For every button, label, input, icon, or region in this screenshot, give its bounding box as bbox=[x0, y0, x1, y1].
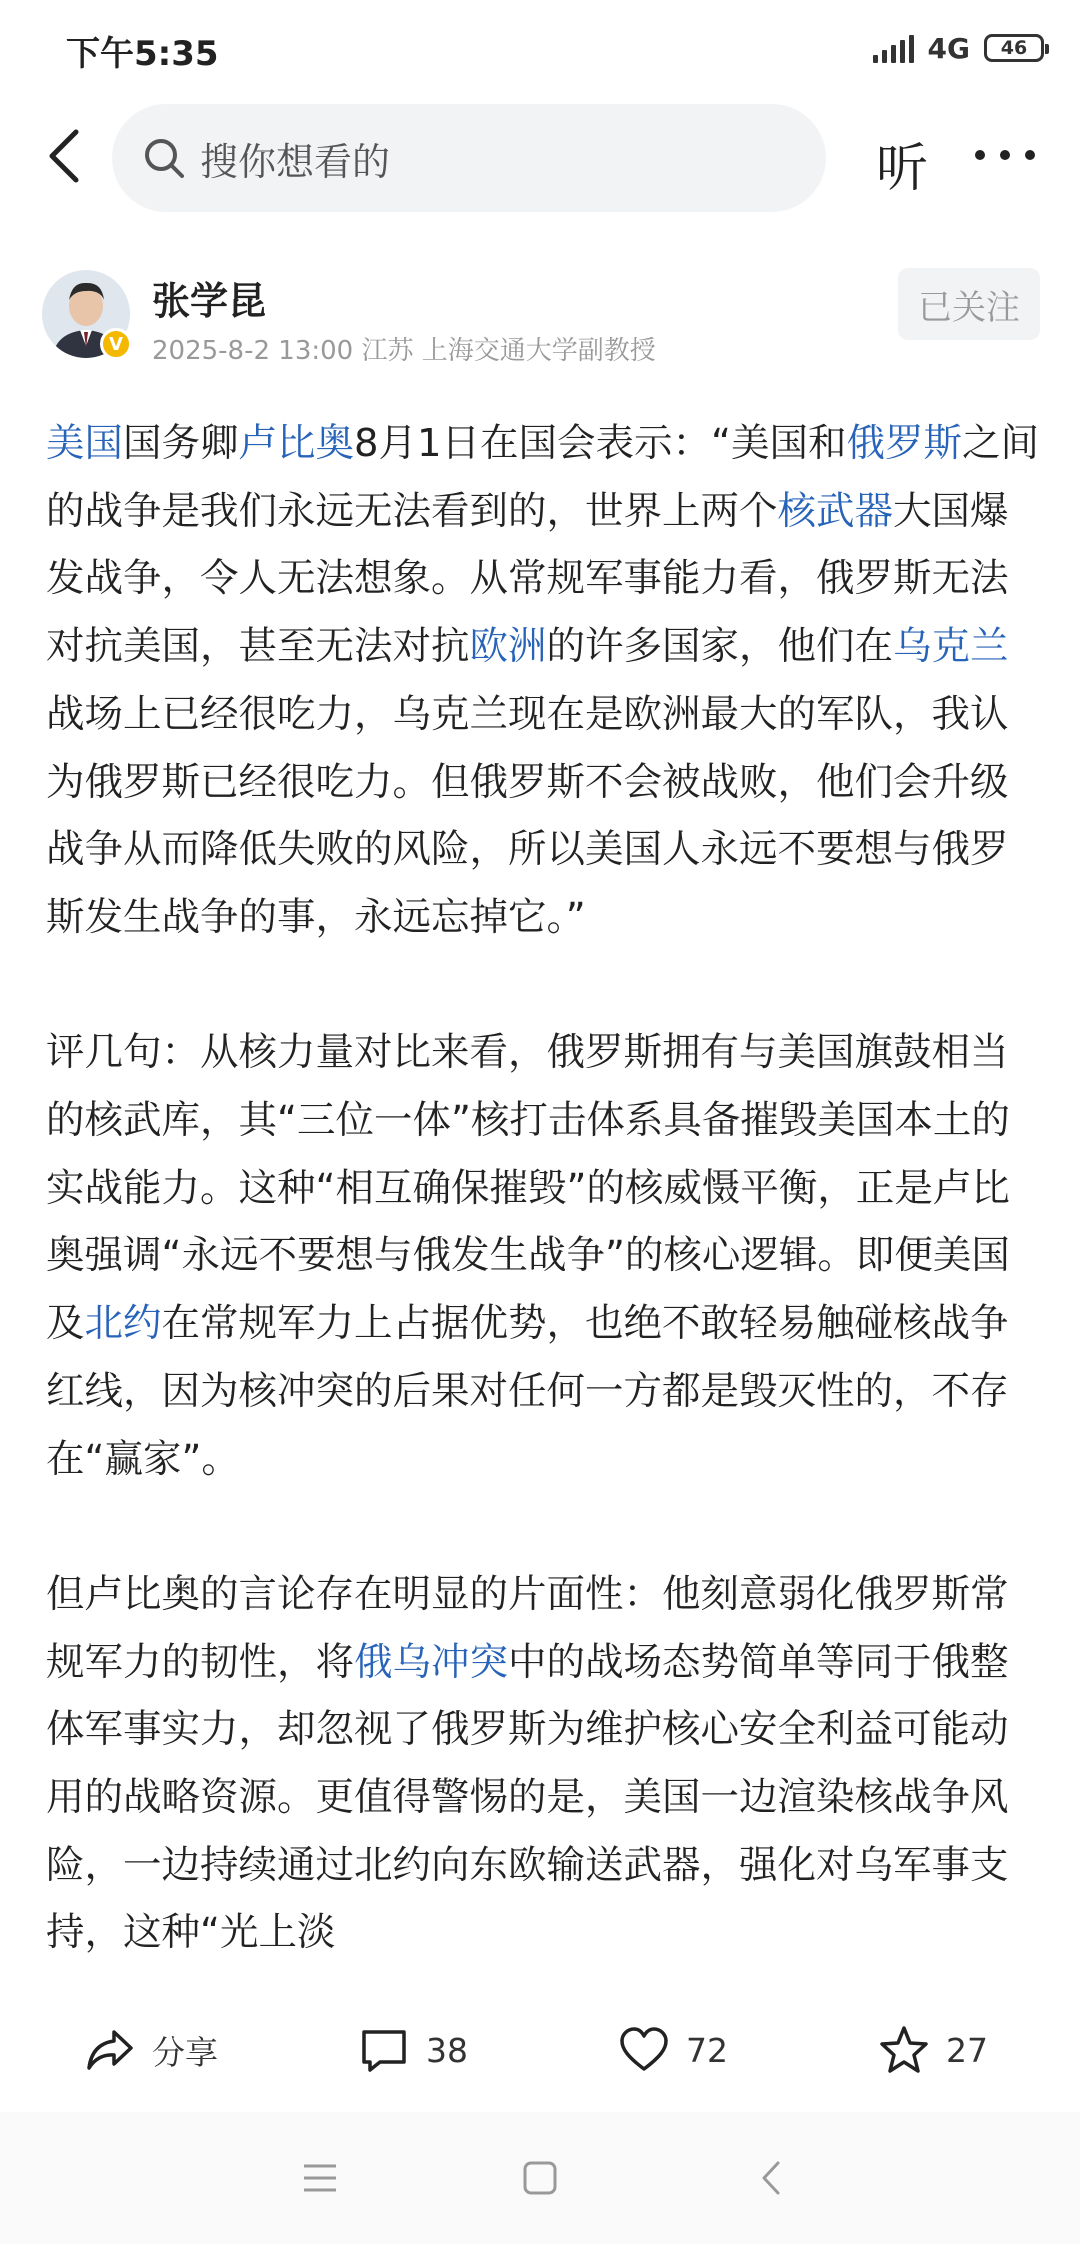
status-time: 下午5:35 bbox=[66, 34, 219, 74]
author-row bbox=[0, 262, 1080, 372]
article-text: 在常规军力上占据优势，也绝不敢轻易触碰核战争红线，因为核冲突的后果对任何一方都是毁灭性的，不存在“赢家”。 bbox=[46, 1301, 1009, 1482]
search-icon bbox=[142, 136, 186, 180]
status-bar bbox=[0, 0, 1080, 96]
article-body bbox=[46, 410, 1040, 1980]
comment-button[interactable] bbox=[358, 2024, 468, 2076]
article-paragraph bbox=[46, 410, 1040, 952]
keyword-link[interactable]: 乌克兰 bbox=[893, 624, 1009, 670]
comment-count: 38 bbox=[426, 2030, 468, 2070]
top-bar bbox=[0, 96, 1080, 216]
keyword-link[interactable]: 俄乌冲突 bbox=[354, 1639, 509, 1685]
keyword-link[interactable]: 卢比奥 bbox=[238, 421, 355, 466]
system-nav-bar bbox=[0, 2112, 1080, 2244]
battery-icon: 46 bbox=[984, 34, 1044, 62]
author-meta: 2025-8-2 13:00 江苏 上海交通大学副教授 bbox=[152, 336, 656, 366]
share-button[interactable] bbox=[84, 2024, 218, 2076]
search-input[interactable] bbox=[112, 104, 826, 212]
article-text: 8月1日在国会表示：“美国和 bbox=[354, 421, 847, 466]
heart-icon bbox=[618, 2024, 670, 2076]
back-icon[interactable] bbox=[38, 126, 98, 186]
network-label: 4G bbox=[927, 31, 970, 65]
action-bar bbox=[0, 1996, 1080, 2106]
favorite-button[interactable] bbox=[878, 2024, 988, 2076]
keyword-link[interactable]: 俄罗斯 bbox=[846, 421, 962, 466]
share-label: 分享 bbox=[152, 2032, 218, 2072]
article-text: 中的战场态势简单等同于俄整体军事实力，却忽视了俄罗斯为维护核心安全利益可能动用的战略资源。更值得警惕的是，美国一边渲染核战争风险，一边持续通过北约向东欧输送武器，强化对乌军事支持，这种“光上淡 bbox=[46, 1639, 1009, 1956]
like-button[interactable] bbox=[618, 2024, 728, 2076]
keyword-link[interactable]: 欧洲 bbox=[469, 624, 547, 670]
article-paragraph bbox=[46, 1019, 1040, 1493]
share-icon bbox=[84, 2024, 136, 2076]
like-count: 72 bbox=[686, 2030, 728, 2070]
keyword-link[interactable]: 核武器 bbox=[777, 488, 894, 534]
comment-icon bbox=[358, 2024, 410, 2076]
status-indicators bbox=[873, 28, 1044, 68]
search-placeholder: 搜你想看的 bbox=[200, 139, 391, 184]
keyword-link[interactable]: 美国 bbox=[46, 421, 124, 466]
verified-badge-icon: V bbox=[100, 328, 132, 360]
signal-icon bbox=[873, 33, 914, 63]
article-text: 的许多国家，他们在 bbox=[546, 624, 894, 670]
article-text: 大国爆发战争，令人无法想象。从常规军事能力看，俄罗斯无法对抗美国，甚至无法对抗 bbox=[46, 488, 1009, 670]
menu-icon[interactable] bbox=[300, 2160, 340, 2196]
more-options-icon[interactable] bbox=[975, 148, 1035, 162]
star-icon bbox=[878, 2024, 930, 2076]
article-text: 但卢比奥的言论存在明显的片面性：他刻意弱化俄罗斯常规军力的韧性，将 bbox=[46, 1571, 1009, 1685]
article-paragraph bbox=[46, 1561, 1040, 1967]
author-name[interactable]: 张学昆 bbox=[152, 279, 267, 323]
follow-button[interactable]: 已关注 bbox=[898, 268, 1040, 340]
keyword-link[interactable]: 北约 bbox=[84, 1301, 162, 1347]
article-text: 评几句：从核力量对比来看，俄罗斯拥有与美国旗鼓相当的核武库，其“三位一体”核打击体系具备摧毁美国本土的实战能力。这种“相互确保摧毁”的核威慑平衡，正是卢比奥强调“永远不要想与俄发生战争”的核心逻辑。即便美国及 bbox=[46, 1030, 1010, 1347]
nav-back-icon[interactable] bbox=[756, 2160, 786, 2196]
home-icon[interactable] bbox=[522, 2160, 558, 2196]
article-text: 战场上已经很吃力，乌克兰现在是欧洲最大的军队，我认为俄罗斯已经很吃力。但俄罗斯不会被战败，他们会升级战争从而降低失败的风险，所以美国人永远不要想与俄罗斯发生战争的事，永远忘掉它。” bbox=[46, 691, 1009, 940]
favorite-count: 27 bbox=[946, 2030, 988, 2070]
listen-button[interactable]: 听 bbox=[876, 139, 929, 199]
article-text: 国务卿 bbox=[123, 421, 239, 466]
article-text: 之间的战争是我们永远无法看到的，世界上两个 bbox=[46, 421, 1040, 534]
